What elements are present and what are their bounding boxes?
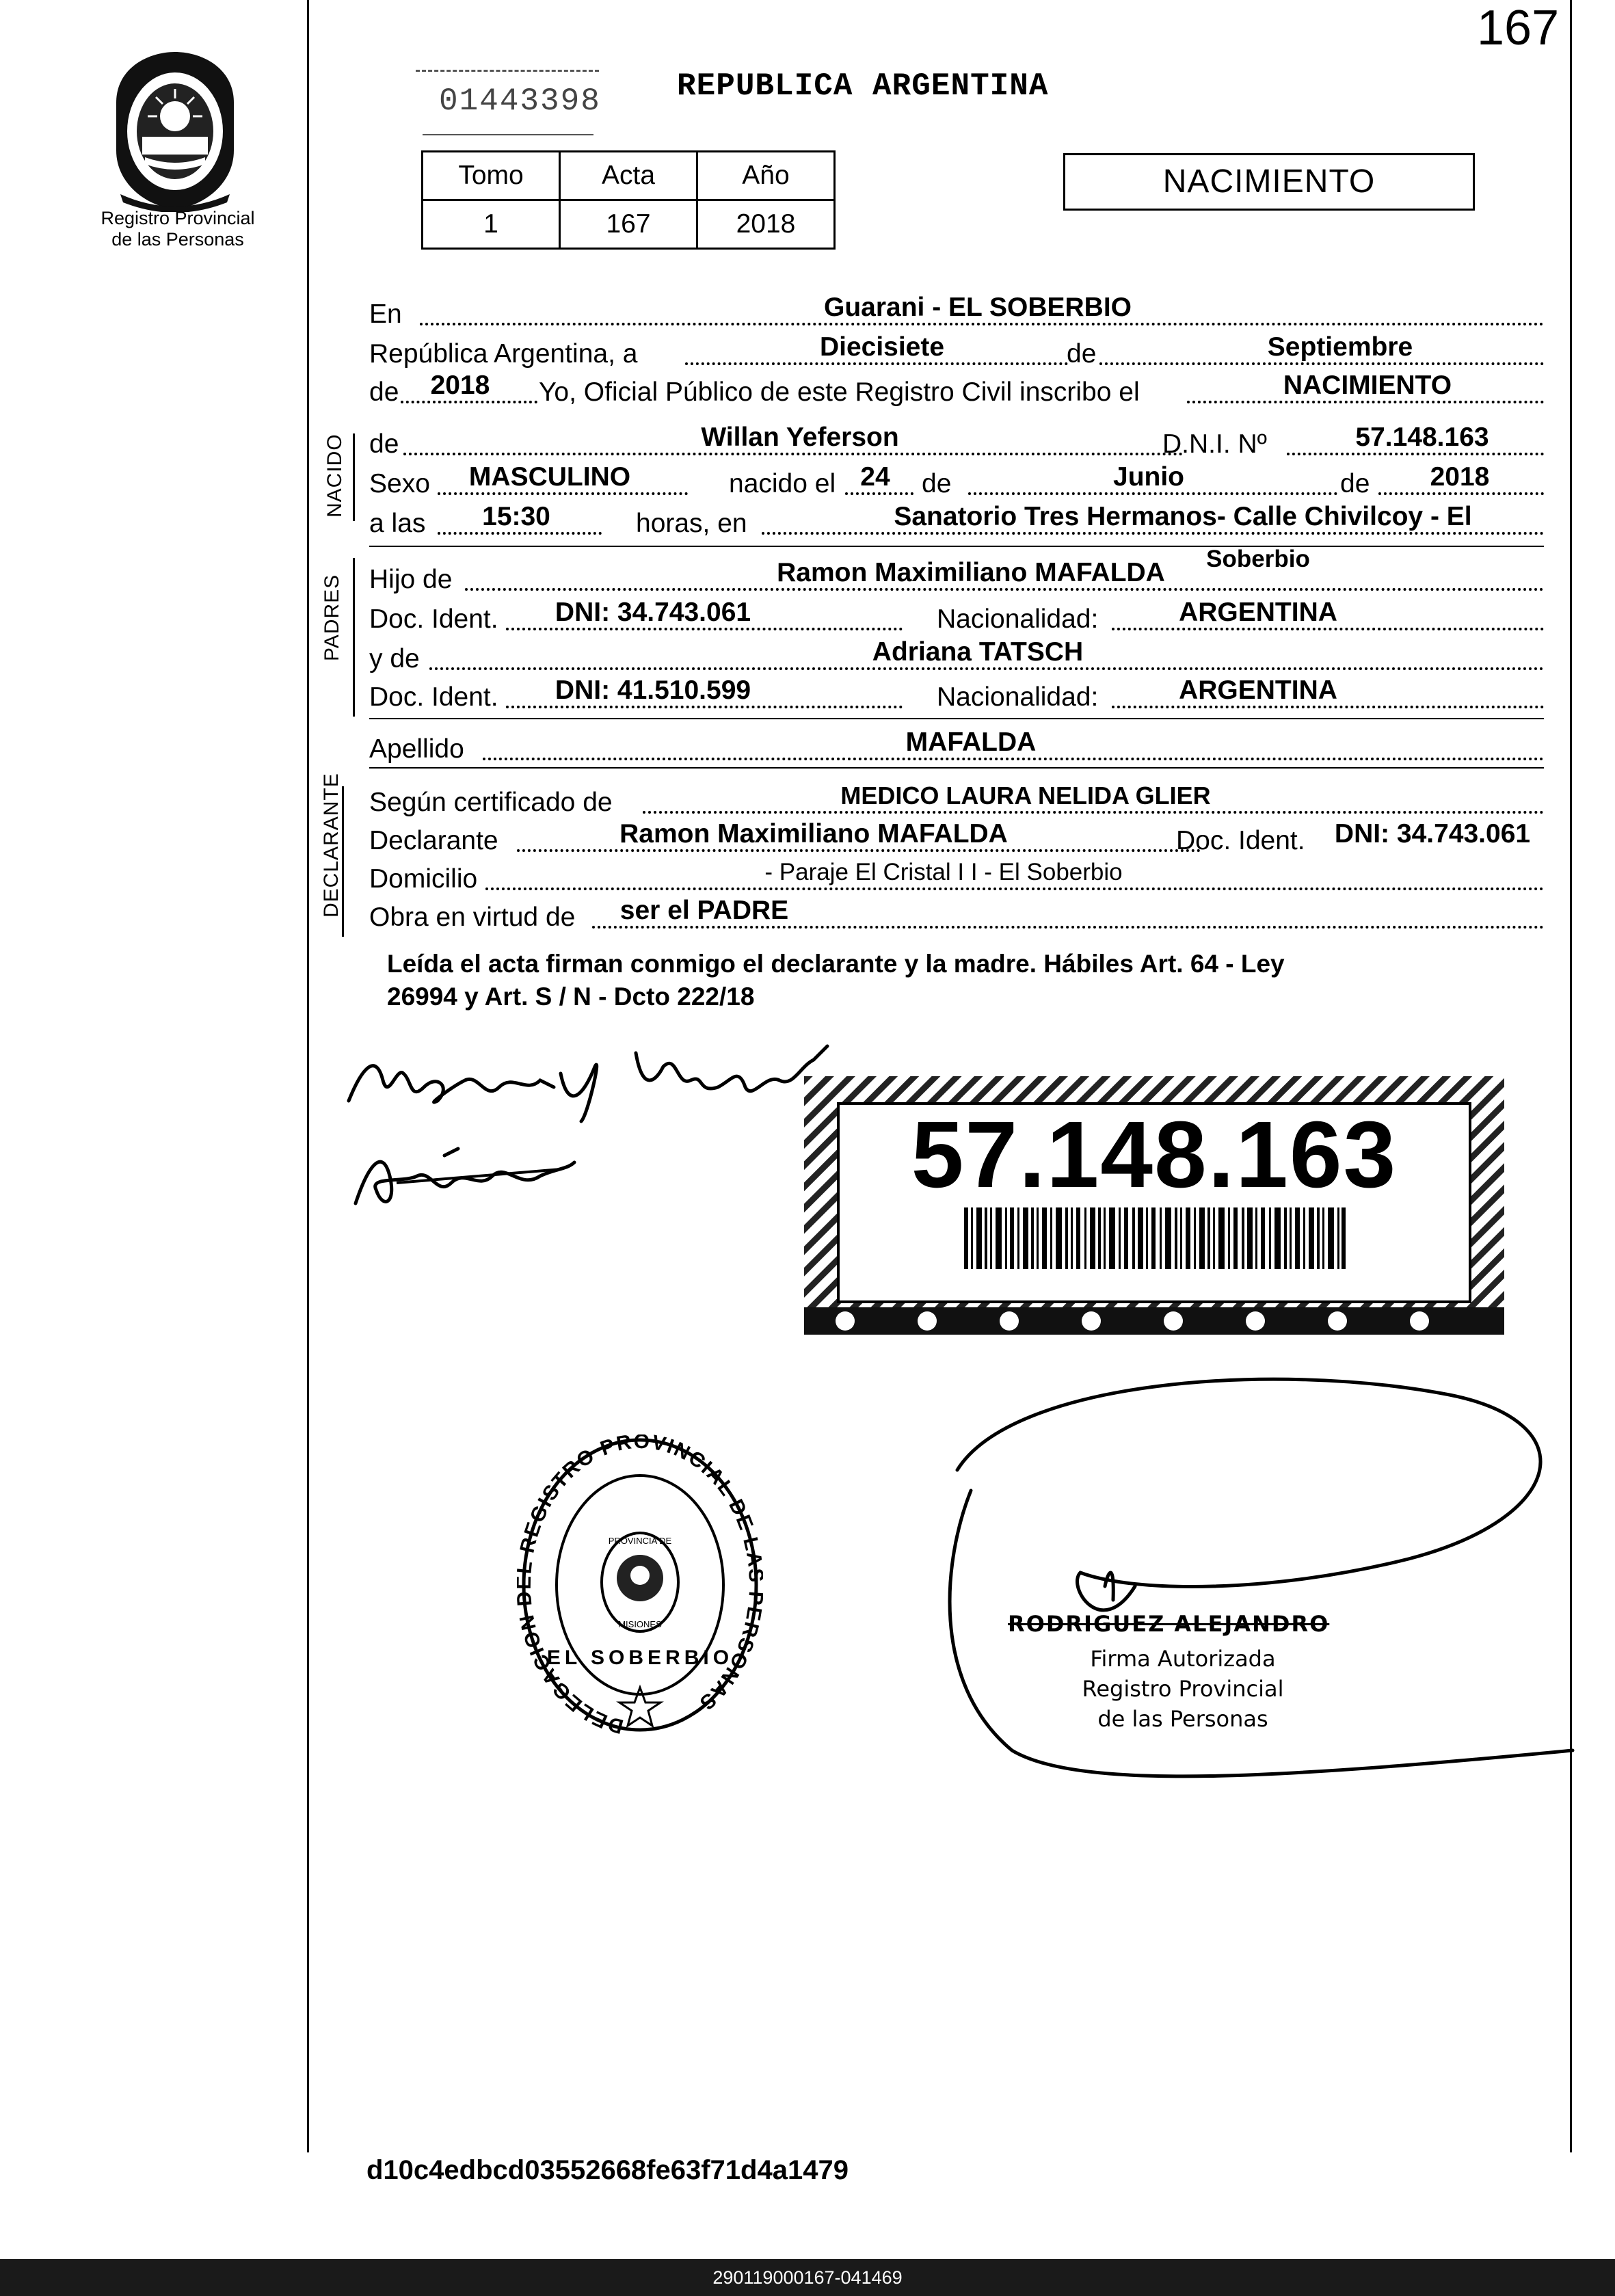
mother-nationality: ARGENTINA: [1179, 676, 1337, 705]
child-name: Willan Yeferson: [701, 423, 899, 452]
registry-table-header-row: [423, 152, 835, 200]
label-a-las: a las: [369, 509, 426, 538]
emblem-caption-line1: Registro Provincial: [101, 208, 255, 228]
page-title: REPUBLICA ARGENTINA: [677, 68, 1049, 104]
birth-year: 2018: [1430, 462, 1490, 492]
label-sexo: Sexo: [369, 469, 430, 498]
inscribed-type: NACIMIENTO: [1283, 371, 1452, 400]
authority-role-line2: Registro Provincial: [1082, 1676, 1284, 1702]
label-y-de: y de: [369, 644, 420, 673]
province-shield-icon: [107, 48, 243, 212]
child-dni: 57.148.163: [1355, 423, 1489, 452]
declarante-name: Ramon Maximiliano MAFALDA: [619, 819, 1008, 849]
footer-code: 290119000167-041469: [0, 2259, 1615, 2296]
mother-name: Adriana TATSCH: [872, 637, 1084, 667]
record-month: Septiembre: [1267, 332, 1413, 362]
label-obra: Obra en virtud de: [369, 903, 576, 932]
label-republica: República Argentina, a: [369, 339, 638, 369]
legal-text-line1: Leída el acta firman conmigo el declarante y la madre. Hábiles Art. 64 - Ley: [387, 950, 1285, 978]
label-nacido-el: nacido el: [729, 469, 836, 498]
label-nacionalidad-1: Nacionalidad:: [937, 604, 1099, 634]
legal-text: [387, 948, 1515, 1013]
label-dni: D.N.I. Nº: [1162, 429, 1267, 459]
registry-value-acta: 167: [560, 200, 697, 249]
registry-value-tomo: 1: [423, 200, 560, 249]
declarante-doc: DNI: 34.743.061: [1334, 819, 1531, 849]
father-name: Ramon Maximiliano MAFALDA: [777, 558, 1165, 587]
row-time-place: [369, 503, 1544, 539]
registry-table-value-row: [423, 200, 835, 249]
father-doc: DNI: 34.743.061: [555, 598, 751, 627]
control-number-stamp: [416, 66, 600, 141]
row-republica: [369, 334, 1544, 369]
birth-place: Sanatorio Tres Hermanos- Calle Chivilcoy - El: [894, 502, 1472, 531]
certificado-value: MEDICO LAURA NELIDA GLIER: [840, 782, 1211, 810]
stamp-center-bottom: MISIONES: [618, 1619, 662, 1629]
label-segun-certificado: Según certificado de: [369, 788, 613, 817]
label-nacido-de: de: [369, 429, 399, 459]
emblem-caption-line2: de las Personas: [111, 229, 244, 250]
registry-header-ano: Año: [697, 152, 835, 200]
label-officer: Yo, Oficial Público de este Registro Civil inscribo el: [539, 377, 1140, 407]
authority-role-line3: de las Personas: [1097, 1706, 1268, 1732]
label-doc-ident-declarante: Doc. Ident.: [1176, 826, 1305, 855]
domicilio-value: - Paraje El Cristal I I - El Soberbio: [764, 859, 1123, 885]
official-stamp: [517, 1434, 763, 1742]
document-hash: d10c4edbcd03552668fe63f71d4a1479: [366, 2155, 849, 2185]
row-declarante: [369, 820, 1544, 856]
record-year: 2018: [430, 371, 490, 400]
row-y-de: [369, 639, 1544, 674]
row-certificado: [369, 782, 1544, 818]
apellido-value: MAFALDA: [905, 727, 1037, 757]
row-father-doc: [369, 599, 1544, 635]
section-label-declarante: DECLARANTE: [320, 773, 343, 918]
stamp-center-top: PROVINCIA DE: [608, 1536, 672, 1546]
authority-name: RODRIGUEZ ALEJANDRO: [1008, 1611, 1330, 1637]
label-de-birth-year: de: [1340, 469, 1370, 498]
record-day: Diecisiete: [819, 332, 945, 362]
row-obra: [369, 897, 1544, 933]
row-year: [369, 372, 1544, 408]
record-kind-box: NACIMIENTO: [1063, 153, 1475, 211]
barcode-number: 57.148.163: [911, 1102, 1398, 1207]
label-de-month: de: [1067, 339, 1097, 369]
barcode-sticker: [804, 1076, 1504, 1335]
label-domicilio: Domicilio: [369, 864, 478, 894]
obra-value: ser el PADRE: [619, 896, 789, 925]
label-declarante: Declarante: [369, 826, 498, 855]
birth-day: 24: [860, 462, 890, 492]
label-horas-en: horas, en: [636, 509, 747, 538]
birth-time: 15:30: [482, 502, 550, 531]
registry-value-ano: 2018: [697, 200, 835, 249]
legal-text-line2: 26994 y Art. S / N - Dcto 222/18: [387, 983, 755, 1011]
label-doc-ident-2: Doc. Ident.: [369, 682, 498, 712]
stamp-seal-icon: [517, 1434, 763, 1742]
stamp-ring-text: DELEGACION REGISTRO PROVINCIAL DE L RSONAS: [517, 1434, 763, 1738]
barcode-bars: [964, 1207, 1347, 1269]
registry-header-tomo: Tomo: [423, 152, 560, 200]
birth-month: Junio: [1113, 462, 1184, 492]
label-hijo-de: Hijo de: [369, 565, 453, 594]
section-label-padres: PADRES: [321, 574, 343, 661]
father-nationality: ARGENTINA: [1179, 598, 1337, 627]
row-nacido-name: [369, 424, 1544, 459]
control-number: 01443398: [439, 83, 601, 119]
province-emblem: [107, 48, 243, 212]
authority-role-line1: Firma Autorizada: [1090, 1646, 1276, 1672]
authority-role: [1053, 1644, 1313, 1734]
stamp-inner-text: EL SOBERBIO: [546, 1646, 734, 1669]
row-apellido: [369, 729, 1544, 764]
registry-table: [421, 150, 836, 250]
row-hijo-de: [369, 546, 1544, 595]
left-margin-line: [307, 0, 309, 2152]
registry-header-acta: Acta: [560, 152, 697, 200]
row-en: [369, 294, 1544, 330]
emblem-caption: [75, 208, 280, 250]
section-label-nacido: NACIDO: [323, 433, 346, 518]
label-nacionalidad-2: Nacionalidad:: [937, 682, 1099, 712]
label-de-birth-month: de: [922, 469, 952, 498]
mother-doc: DNI: 41.510.599: [555, 676, 751, 705]
row-sexo: [369, 464, 1544, 499]
page-number: 167: [1477, 1, 1560, 55]
row-mother-doc: [369, 677, 1544, 712]
row-domicilio: [369, 859, 1544, 894]
birth-place-overflow: Soberbio: [1206, 546, 1310, 572]
label-doc-ident-1: Doc. Ident.: [369, 604, 498, 634]
declarant-signature: [335, 1026, 841, 1135]
label-en: En: [369, 299, 402, 329]
child-sex: MASCULINO: [468, 462, 631, 492]
right-margin-line: [1570, 0, 1572, 2152]
label-de-year: de: [369, 377, 399, 407]
place-value: Guarani - EL SOBERBIO: [823, 293, 1132, 322]
label-apellido: Apellido: [369, 734, 464, 764]
mother-signature: [342, 1135, 588, 1217]
